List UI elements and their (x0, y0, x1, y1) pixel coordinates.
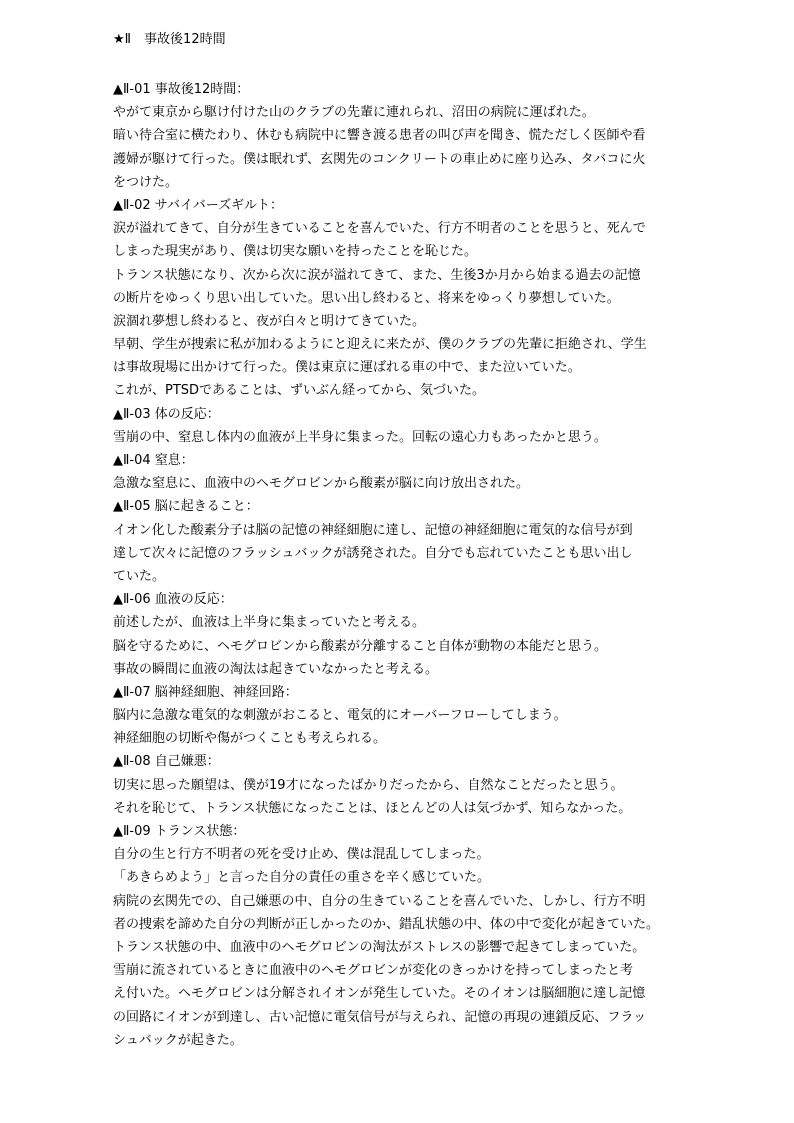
text-line: これが、PTSDであることは、ずいぶん経ってから、気づいた。 (113, 383, 486, 399)
text-line: の回路にイオンが到達し、古い記憶に電気信号が与えられ、記憶の再現の連鎖反応、フラッ (113, 1009, 647, 1025)
text-line: 護婦が駆けて行った。僕は眠れず、玄関先のコンクリートの車止めに座り込み、タバコに火 (113, 151, 646, 167)
text-line: 雪崩の中、窒息し体内の血液が上半身に集まった。回転の遠心力もあったかと思う。 (113, 429, 607, 445)
text-line: シュバックが起きた。 (113, 1032, 243, 1048)
text-line: 者の捜索を諦めた自分の判断が正しかったのか、錯乱状態の中、体の中で変化が起きていた。 (113, 916, 660, 932)
text-line: 病院の玄関先での、自己嫌悪の中、自分の生きていることを喜んでいた、しかし、行方不明 (113, 893, 646, 909)
text-line: ▲Ⅱ-06 血液の反応： (113, 592, 233, 608)
text-line: ▲Ⅱ-01 事故後12時間： (113, 82, 250, 97)
text-line: しまった現実があり、僕は切実な願いを持ったことを恥じた。 (113, 244, 478, 260)
text-line: 急激な窒息に、血液中のヘモグロビンから酸素が脳に向け放出された。 (113, 476, 530, 492)
text-line: 自分の生と行方不明者の死を受け止め、僕は混乱してしまった。 (113, 847, 490, 863)
document-title: ★Ⅱ 事故後12時間 (113, 32, 226, 47)
text-line: 前述したが、血液は上半身に集まっていたと考える。 (113, 615, 426, 631)
document-body (113, 78, 703, 1052)
text-line: ▲Ⅱ-03 体の反応： (113, 406, 220, 422)
text-line: トランス状態の中、血液中のヘモグロビンの淘汰がストレスの影響で起きてしまっていた。 (113, 939, 646, 955)
text-line: の断片をゆっくり思い出していた。思い出し終わると、将来をゆっくり夢想していた。 (113, 290, 620, 306)
text-line: 「あきらめよう」と言った自分の責任の重さを辛く感じていた。 (113, 870, 491, 886)
text-line: ▲Ⅱ-02 サバイバーズギルト： (113, 197, 283, 213)
text-line: トランス状態になり、次から次に涙が溢れてきて、また、生後3か月から始まる過去の記憶 (113, 267, 641, 283)
text-line: 涙涸れ夢想し終わると、夜が白々と明けてきていた。 (113, 313, 426, 329)
text-line: ▲Ⅱ-09 トランス状態： (113, 824, 246, 839)
text-line: 涙が溢れてきて、自分が生きていることを喜んでいた、行方不明者のことを思うと、死んで (113, 221, 646, 237)
text-line: は事故現場に出かけて行った。僕は東京に運ばれる車の中で、また泣いていた。 (113, 360, 581, 376)
text-line: 早朝、学生が捜索に私が加わるようにと迎えに来たが、僕のクラブの先輩に拒絶され、学生 (113, 337, 647, 353)
text-line: 暗い待合室に横たわり、休むも病院中に響き渡る患者の叫び声を聞き、慌ただしく医師や看 (113, 128, 646, 144)
text-line: イオン化した酸素分子は脳の記憶の神経細胞に達し、記憶の神経細胞に電気的な信号が到 (113, 522, 633, 538)
text-line: 脳を守るために、ヘモグロビンから酸素が分離すること自体が動物の本能だと思う。 (113, 638, 608, 654)
text-line: ていた。 (113, 568, 166, 584)
text-line: 事故の瞬間に血液の淘汰は起きていなかったと考える。 (113, 661, 439, 677)
text-line: 切実に思った願望は、僕が19才になったばかりだったから、自然なことだったと思う。 (113, 777, 624, 793)
text-line: 神経細胞の切断や傷がつくことも考えられる。 (113, 731, 387, 747)
text-line: やがて東京から駆け付けた山のクラブの先輩に連れられ、沼田の病院に運ばれた。 (113, 105, 595, 121)
text-line: ▲Ⅱ-08 自己嫌悪： (113, 754, 220, 770)
text-line: 雪崩に流されているときに血液中のヘモグロビンが変化のきっかけを持ってしまったと考 (113, 963, 634, 979)
text-line: 脳内に急激な電気的な刺激がおこると、電気的にオーバーフローしてしまう。 (113, 708, 567, 724)
text-line: をつけた。 (113, 174, 179, 190)
text-line: ▲Ⅱ-05 脳に起きること： (113, 499, 259, 515)
text-line: え付いた。ヘモグロビンは分解されイオンが発生していた。そのイオンは脳細胞に達し記憶 (113, 986, 646, 1002)
text-line: 達して次々に記憶のフラッシュバックが誘発された。自分でも忘れていたことも思い出し (113, 545, 633, 561)
text-line: ▲Ⅱ-04 窒息： (113, 453, 194, 468)
text-line: それを恥じて、トランス状態になったことは、ほとんどの人は気づかず、知らなかった。 (113, 800, 632, 816)
text-line: ▲Ⅱ-07 脳神経細胞、神経回路： (113, 684, 298, 700)
